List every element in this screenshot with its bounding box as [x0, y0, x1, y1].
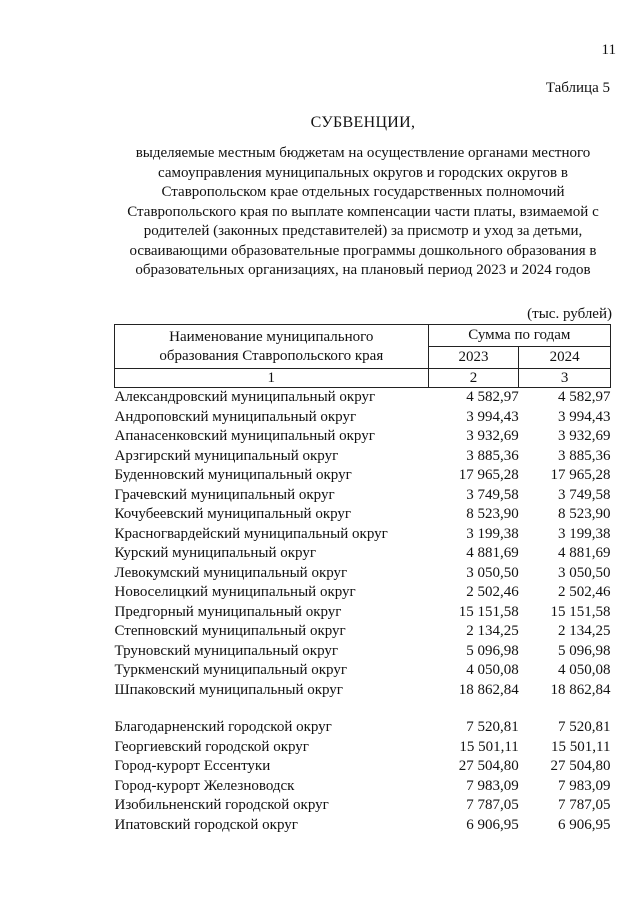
value-2024: 7 787,05: [558, 797, 611, 813]
municipality-name: Новоселицкий муниципальный округ: [114, 584, 356, 600]
table-row: [115, 661, 611, 681]
value-2023: 5 096,98: [466, 642, 519, 659]
municipality-name: Предгорный муниципальный округ: [114, 603, 342, 620]
value-2024: 2 134,25: [558, 623, 611, 639]
value-2023: 7 787,05: [466, 797, 519, 813]
table-row: [115, 642, 611, 662]
value-2023: 3 199,38: [466, 525, 519, 542]
municipality-name: Благодарненский городской округ: [114, 719, 332, 735]
header-year-2024: 2024: [519, 347, 611, 369]
municipality-name: Апанасенковский муниципальный округ: [114, 428, 375, 444]
municipality-name: Город-курорт Железноводск: [114, 777, 295, 794]
value-2024: 6 906,95: [558, 816, 611, 833]
municipality-name: Туркменский муниципальный округ: [114, 662, 347, 678]
column-number-2: 2: [428, 369, 519, 388]
municipality-name: Курский муниципальный округ: [114, 545, 316, 561]
value-2023: 15 501,11: [459, 738, 519, 755]
table-row: [115, 505, 611, 525]
value-2024: 5 096,98: [558, 642, 611, 659]
value-2024: 4 881,69: [558, 545, 611, 561]
column-number-1: 1: [115, 369, 429, 388]
municipality-name: Буденновский муниципальный округ: [114, 467, 352, 483]
value-2024: 18 862,84: [550, 681, 611, 698]
value-2023: 3 050,50: [466, 564, 519, 581]
municipality-name: Кочубеевский муниципальный округ: [114, 506, 352, 522]
table-row: [115, 816, 611, 836]
value-2023: 3 994,43: [466, 408, 519, 425]
header-sum-by-years: Сумма по годам: [428, 325, 610, 347]
subtitle-line: Ставропольском крае отдельных государственных полномочий: [161, 184, 565, 200]
table-row: [115, 486, 611, 506]
value-2023: 3 932,69: [466, 428, 519, 444]
municipality-name: Андроповский муниципальный округ: [114, 408, 357, 425]
table-row: [115, 622, 611, 642]
table-row: [115, 466, 611, 486]
table-row: [115, 738, 611, 758]
municipality-name: Георгиевский городской округ: [114, 738, 309, 755]
table-row: [115, 408, 611, 428]
subtitle-line: выделяемые местным бюджетам на осуществление органами местного: [135, 145, 591, 161]
value-2024: 3 932,69: [558, 428, 611, 444]
header-year-2023: 2023: [428, 347, 519, 369]
municipality-name: Александровский муниципальный округ: [114, 389, 376, 405]
value-2023: 18 862,84: [458, 681, 519, 698]
table-row: [115, 603, 611, 623]
subtitle-line: родителей (законных представителей) за присмотр и уход за детьми,: [143, 223, 583, 239]
value-2024: 2 502,46: [558, 584, 611, 600]
value-2023: 27 504,80: [458, 758, 519, 774]
value-2023: 7 983,09: [466, 777, 519, 794]
value-2024: 27 504,80: [550, 758, 611, 774]
value-2023: 2 134,25: [466, 623, 519, 639]
value-2023: 15 151,58: [458, 603, 519, 620]
table-row: [115, 583, 611, 603]
table-row: [115, 544, 611, 564]
municipality-name: Грачевский муниципальный округ: [114, 486, 335, 503]
municipality-name: Изобильненский городской округ: [114, 797, 329, 813]
table-row: [115, 718, 611, 738]
value-2023: 6 906,95: [466, 816, 519, 833]
value-2024: 4 582,97: [558, 389, 611, 405]
municipality-name: Левокумский муниципальный округ: [114, 564, 348, 581]
value-2024: 15 151,58: [550, 603, 611, 620]
value-2024: 8 523,90: [558, 506, 611, 522]
value-2023: 4 050,08: [466, 662, 519, 678]
value-2023: 7 520,81: [466, 719, 519, 735]
value-2024: 7 983,09: [558, 777, 611, 794]
value-2024: 3 885,36: [558, 447, 611, 464]
table-row: [115, 525, 611, 545]
table-row: [115, 427, 611, 447]
table-row: [115, 681, 611, 701]
municipality-name: Арзгирский муниципальный округ: [114, 447, 339, 464]
table-row: [115, 564, 611, 584]
subtitle-line: образовательных организациях, на плановый период 2023 и 2024 годов: [135, 262, 591, 278]
table-label: Таблица 5: [545, 80, 610, 96]
value-2023: 4 582,97: [466, 389, 519, 405]
value-2024: 3 050,50: [558, 564, 611, 581]
value-2023: 2 502,46: [466, 584, 519, 600]
value-2023: 8 523,90: [466, 506, 519, 522]
value-2024: 7 520,81: [558, 719, 611, 735]
document-subtitle: [120, 144, 606, 281]
municipality-name: Шпаковский муниципальный округ: [114, 681, 343, 698]
subtitle-line: осваивающими образовательные программы дошкольного образования в: [129, 242, 597, 259]
municipality-name: Труновский муниципальный округ: [114, 642, 339, 659]
table-row: [115, 796, 611, 816]
table-body: [115, 388, 611, 836]
table-row: [115, 777, 611, 797]
value-2024: 3 749,58: [558, 486, 611, 503]
subtitle-line: Ставропольского края по выплате компенсации части платы, взимаемой с: [127, 203, 599, 220]
group-spacer: [115, 700, 611, 718]
value-2023: 17 965,28: [458, 467, 519, 483]
page-number: 11: [601, 42, 616, 58]
value-2023: 3 885,36: [466, 447, 519, 464]
value-2023: 4 881,69: [466, 545, 519, 561]
subventions-table: [114, 324, 611, 835]
value-2024: 17 965,28: [550, 467, 611, 483]
header-name-line1: Наименование муниципального: [169, 328, 374, 345]
municipality-name: Ипатовский городской округ: [114, 816, 298, 833]
header-name: [115, 325, 429, 369]
column-number-3: 3: [519, 369, 611, 388]
table-row: [115, 388, 611, 408]
value-2024: 3 994,43: [558, 408, 611, 425]
value-2024: 4 050,08: [558, 662, 611, 678]
table-row: [115, 447, 611, 467]
units-label: (тыс. рублей): [527, 306, 612, 322]
subtitle-line: самоуправления муниципальных округов и городских округов в: [158, 164, 568, 181]
municipality-name: Красногвардейский муниципальный округ: [114, 525, 388, 542]
municipality-name: Город-курорт Ессентуки: [114, 758, 271, 774]
value-2024: 3 199,38: [558, 525, 611, 542]
header-name-line2: образования Ставропольского края: [159, 347, 384, 364]
document-title: СУБВЕНЦИИ,: [310, 114, 416, 131]
table-row: [115, 757, 611, 777]
value-2024: 15 501,11: [551, 738, 611, 755]
municipality-name: Степновский муниципальный округ: [114, 623, 346, 639]
value-2023: 3 749,58: [466, 486, 519, 503]
